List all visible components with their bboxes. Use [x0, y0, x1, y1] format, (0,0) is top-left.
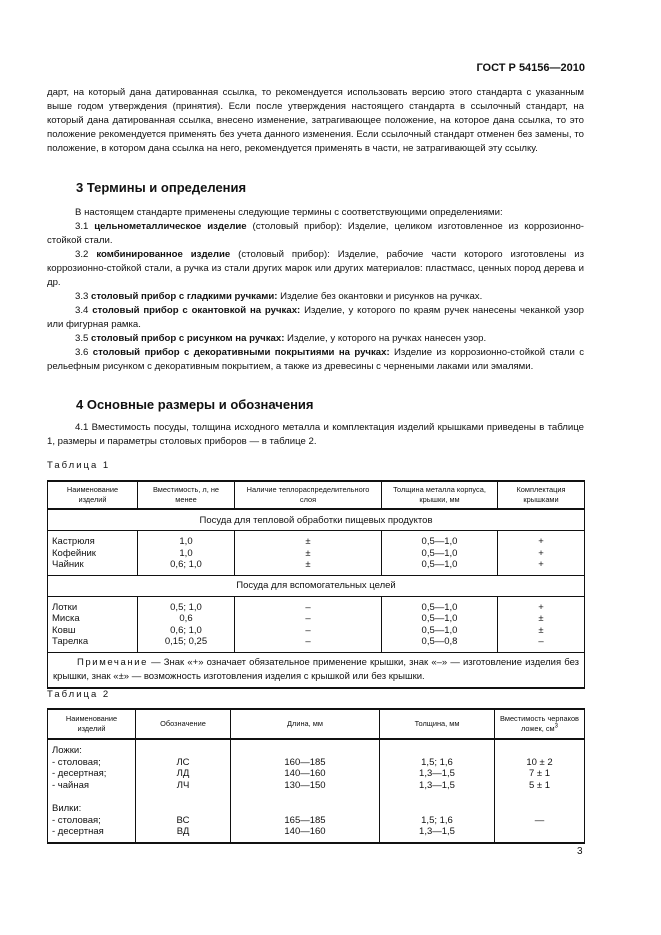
document-id: ГОСТ Р 54156—2010 [476, 62, 585, 74]
table-header-row [48, 481, 585, 509]
term-3-2: 3.2 комбинированное изделие (столовый прибор): Изделие, рабочие части которого изготовлены из коррозионно-стойкой стали, а ручка из стали других марок или других материалов: пластмасс, ценных пород дерева и др. [47, 249, 584, 288]
term-3-6: 3.6 столовый прибор с декоративными покрытиями на ручках: Изделие из коррозионно-стойкой стали с рельефным рисунком с декоративным покрытием, а также из древесины с чернеными лаками или эмалями. [47, 347, 584, 372]
table-header-row [48, 709, 585, 739]
table-group-header: Посуда для тепловой обработки пищевых продуктов [48, 509, 585, 531]
column-header: Вместимость, л, не менее [138, 481, 235, 509]
table-2-caption: Таблица 2 [47, 689, 111, 700]
column-header: Толщина металла корпуса, крышки, мм [382, 481, 498, 509]
table-row: Миска 0,6 – 0,5—1,0 ± [48, 613, 585, 625]
table-row: - столовая; ЛС 160—185 1,5; 1,6 10 ± 2 [48, 757, 585, 769]
paragraph-4-1: 4.1 Вместимость посуды, толщина исходного металла и комплектация изделий крышками приведены в таблице 1, размеры и параметры столовых приборов — в таблице 2. [47, 422, 584, 447]
table-row: Кастрюля 1,0 ± 0,5—1,0 + [48, 531, 585, 548]
note-label: Примечание [77, 656, 148, 668]
section-3-title: 3 Термины и определения [76, 180, 247, 195]
table-row: - десертная ВД 140—160 1,3—1,5 [48, 826, 585, 843]
table-row: Чайник 0,6; 1,0 ± 0,5—1,0 + [48, 559, 585, 575]
column-header: Длина, мм [231, 709, 380, 739]
column-header: Наименование изделий [48, 481, 138, 509]
table-row: Ложки: [48, 739, 585, 757]
column-header: Комплектация крышками [498, 481, 585, 509]
table-row: Вилки: [48, 791, 585, 815]
column-header: Толщина, мм [380, 709, 495, 739]
table-2 [47, 708, 585, 844]
table-row: Ковш 0,6; 1,0 – 0,5—1,0 ± [48, 625, 585, 637]
intro-paragraph: дарт, на который дана датированная ссылка, то рекомендуется использовать версию этого стандарта с указанным выше годом утверждения (принятия). Если после утверждения настоящего стандарта в ссылочный стандарт, на который дана датированная ссылка, внесено изменение, затрагивающее положение, на которое дана ссылка, то это положение рекомендуется применять без учета данного изменения. Если ссылочный стандарт отменен без замены, то положение, в котором дана ссылка на него, рекомендуется применять в части, не затрагивающей эту ссылку. [47, 87, 584, 154]
table-row: Кофейник 1,0 ± 0,5—1,0 + [48, 548, 585, 560]
table-group-header: Посуда для вспомогательных целей [48, 575, 585, 596]
table-1 [47, 480, 585, 689]
column-header: Вместимость черпаков ложек, $см^3$ [495, 709, 585, 739]
table-row: - десертная; ЛД 140—160 1,3—1,5 7 ± 1 [48, 768, 585, 780]
column-header: Наличие теплораспределительного слоя [235, 481, 382, 509]
table-row: Тарелка 0,15; 0,25 – 0,5—0,8 – [48, 636, 585, 652]
page-number: 3 [577, 846, 583, 857]
column-header: Обозначение [136, 709, 231, 739]
table-row: - столовая; ВС 165—185 1,5; 1,6 — [48, 815, 585, 827]
table-1-caption: Таблица 1 [47, 460, 111, 471]
term-3-4: 3.4 столовый прибор с окантовкой на ручках: Изделие, у которого по краям ручек нанесены чеканкой узор или фигурная рамка. [47, 305, 585, 330]
note-text: — Знак «+» означает обязательное применение крышки, знак «–» — изготовление изделия без крышки, знак «±» — возможность изготовления изделия с крышкой или без крышки. [53, 656, 579, 682]
term-3-1: 3.1 цельнометаллическое изделие (столовый прибор): Изделие, целиком изготовленное из коррозионно-стойкой стали. [47, 221, 584, 246]
table-row: Лотки 0,5; 1,0 – 0,5—1,0 + [48, 596, 585, 613]
section-4-body [47, 421, 584, 449]
column-header: Наименование изделий [48, 709, 136, 739]
table-row: - чайная ЛЧ 130—150 1,3—1,5 5 ± 1 [48, 780, 585, 792]
table-note [48, 652, 585, 688]
term-3-5: 3.5 столовый прибор с рисунком на ручках: Изделие, у которого на ручках нанесен узор. [75, 333, 487, 344]
section-3-body [47, 206, 584, 374]
section-3-lead: В настоящем стандарте применены следующие термины с соответствующими определениями: [75, 207, 503, 218]
term-3-3: 3.3 столовый прибор с гладкими ручками: Изделие без окантовки и рисунков на ручках. [75, 291, 483, 302]
section-4-title: 4 Основные размеры и обозначения [76, 397, 314, 412]
